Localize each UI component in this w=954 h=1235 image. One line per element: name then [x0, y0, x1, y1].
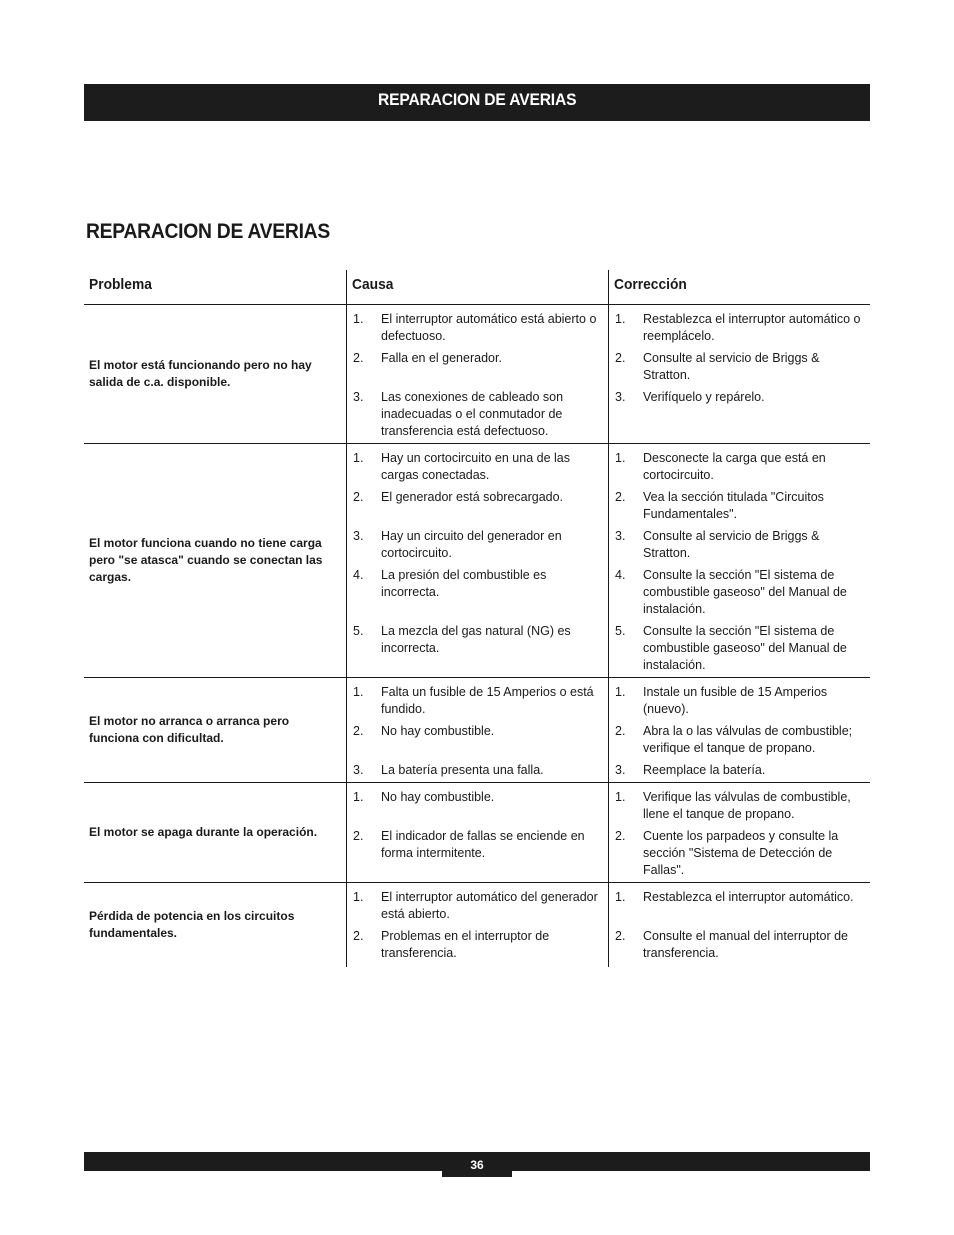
cause-item-text: No hay combustible. — [381, 724, 495, 738]
cause-item — [353, 389, 602, 440]
cause-item — [353, 762, 602, 779]
cause-item-text: Las conexiones de cableado son inadecuadas o el conmutador de transferencia está defectuoso. — [381, 390, 564, 438]
correction-item-number: 2. — [615, 929, 626, 943]
correction-item-number: 1. — [615, 685, 626, 699]
troubleshooting-table — [84, 270, 870, 967]
cause-cell — [346, 444, 608, 677]
problem-cell — [84, 783, 346, 882]
cause-item-number: 2. — [353, 351, 364, 365]
cause-item-text: Hay un cortocircuito en una de las cargas conectadas. — [381, 451, 570, 482]
correction-item-number: 1. — [615, 790, 626, 804]
correction-item-text: Abra la o las válvulas de combustible; verifique el tanque de propano. — [643, 724, 853, 755]
cause-item-number: 4. — [353, 568, 364, 582]
cause-item-number: 1. — [353, 790, 364, 804]
correction-item-number: 3. — [615, 763, 626, 777]
problem-cell — [84, 883, 346, 967]
correction-item — [615, 762, 864, 779]
cause-item-text: El interruptor automático está abierto o defectuoso. — [381, 312, 597, 343]
cause-item-text: Problemas en el interruptor de transferencia. — [381, 929, 550, 960]
correction-item — [615, 528, 864, 562]
column-header-problema: Problema — [89, 276, 152, 293]
correction-item-number: 1. — [615, 312, 626, 326]
problem-cell — [84, 305, 346, 443]
table-body — [84, 305, 870, 967]
correction-item — [615, 489, 864, 523]
table-row — [84, 305, 870, 444]
cause-item-text: Falla en el generador. — [381, 351, 502, 365]
table-header-row — [84, 270, 870, 305]
cause-item — [353, 567, 602, 618]
column-header-causa: Causa — [346, 270, 608, 304]
cause-item — [353, 528, 602, 562]
cause-item-number: 3. — [353, 763, 364, 777]
section-header-title: REPARACION DE AVERIAS — [378, 90, 577, 109]
correction-item-text: Desconecte la carga que está en cortocircuito. — [643, 451, 826, 482]
cause-item — [353, 489, 602, 523]
correction-cell — [608, 678, 870, 782]
correction-cell — [608, 305, 870, 443]
cause-item-number: 1. — [353, 312, 364, 326]
page-title: REPARACION DE AVERIAS — [86, 220, 330, 243]
cause-item-text: El indicador de fallas se enciende en forma intermitente. — [381, 829, 585, 860]
table-row — [84, 444, 870, 678]
cause-item-number: 5. — [353, 624, 364, 638]
cause-item-text: No hay combustible. — [381, 790, 495, 804]
column-header-correccion: Corrección — [608, 270, 870, 304]
cause-item-text: Hay un circuito del generador en cortocircuito. — [381, 529, 562, 560]
problem-cell — [84, 678, 346, 782]
cause-item-text: Falta un fusible de 15 Amperios o está fundido. — [381, 685, 594, 716]
cause-item-number: 2. — [353, 724, 364, 738]
cause-item-text: La mezcla del gas natural (NG) es incorrecta. — [381, 624, 571, 655]
correction-item-number: 1. — [615, 451, 626, 465]
table-row — [84, 783, 870, 883]
correction-item-number: 3. — [615, 390, 626, 404]
cause-item-number: 2. — [353, 929, 364, 943]
correction-item — [615, 789, 864, 823]
cause-item-number: 1. — [353, 451, 364, 465]
correction-item — [615, 623, 864, 674]
correction-item-number: 2. — [615, 351, 626, 365]
page-number: 36 — [442, 1152, 512, 1177]
correction-item-text: Consulte al servicio de Briggs & Stratton. — [643, 529, 820, 560]
cause-item-text: La batería presenta una falla. — [381, 763, 544, 777]
correction-item-text: Reemplace la batería. — [643, 763, 766, 777]
correction-item-text: Vea la sección titulada "Circuitos Fundamentales". — [643, 490, 824, 521]
cause-item — [353, 450, 602, 484]
cause-item-number: 2. — [353, 829, 364, 843]
problem-text: El motor se apaga durante la operación. — [89, 825, 318, 839]
correction-item — [615, 311, 864, 345]
correction-item — [615, 828, 864, 879]
correction-item-number: 3. — [615, 529, 626, 543]
correction-item-text: Consulte al servicio de Briggs & Stratton. — [643, 351, 820, 382]
cause-item — [353, 311, 602, 345]
correction-item — [615, 889, 864, 923]
problem-text: El motor funciona cuando no tiene carga pero "se atasca" cuando se conectan las cargas. — [89, 536, 323, 584]
correction-item-text: Restablezca el interruptor automático. — [643, 890, 854, 904]
cause-item — [353, 928, 602, 962]
problem-text: El motor no arranca o arranca pero funciona con dificultad. — [89, 714, 290, 745]
correction-item-number: 2. — [615, 724, 626, 738]
correction-item-text: Verifique las válvulas de combustible, llene el tanque de propano. — [643, 790, 851, 821]
correction-item-number: 5. — [615, 624, 626, 638]
correction-item-text: Verifíquelo y repárelo. — [643, 390, 765, 404]
cause-item-number: 1. — [353, 685, 364, 699]
problem-text: Pérdida de potencia en los circuitos fundamentales. — [89, 909, 295, 940]
cause-cell — [346, 678, 608, 782]
correction-item — [615, 350, 864, 384]
cause-item — [353, 350, 602, 384]
correction-item-text: Consulte el manual del interruptor de transferencia. — [643, 929, 848, 960]
cause-item — [353, 684, 602, 718]
cause-item-text: El generador está sobrecargado. — [381, 490, 564, 504]
cause-item-number: 3. — [353, 529, 364, 543]
correction-item — [615, 928, 864, 962]
correction-item-number: 4. — [615, 568, 626, 582]
cause-item-number: 2. — [353, 490, 364, 504]
section-header-bar — [84, 84, 870, 121]
correction-item — [615, 723, 864, 757]
correction-item-text: Consulte la sección "El sistema de combustible gaseoso" del Manual de instalación. — [643, 624, 847, 672]
correction-item-text: Restablezca el interruptor automático o reemplácelo. — [643, 312, 861, 343]
correction-cell — [608, 444, 870, 677]
cause-item-number: 1. — [353, 890, 364, 904]
correction-item-number: 1. — [615, 890, 626, 904]
cause-cell — [346, 783, 608, 882]
correction-item-number: 2. — [615, 829, 626, 843]
correction-item — [615, 450, 864, 484]
correction-item-text: Cuente los parpadeos y consulte la sección "Sistema de Detección de Fallas". — [643, 829, 839, 877]
cause-item-text: La presión del combustible es incorrecta. — [381, 568, 547, 599]
cause-item — [353, 828, 602, 879]
problem-text: El motor está funcionando pero no hay salida de c.a. disponible. — [89, 358, 312, 389]
cause-cell — [346, 883, 608, 967]
correction-item — [615, 567, 864, 618]
cause-item — [353, 889, 602, 923]
cause-item — [353, 623, 602, 674]
cause-item-number: 3. — [353, 390, 364, 404]
correction-item — [615, 684, 864, 718]
problem-cell — [84, 444, 346, 677]
correction-item-text: Consulte la sección "El sistema de combustible gaseoso" del Manual de instalación. — [643, 568, 847, 616]
correction-item-text: Instale un fusible de 15 Amperios (nuevo). — [643, 685, 828, 716]
cause-cell — [346, 305, 608, 443]
cause-item — [353, 789, 602, 823]
cause-item-text: El interruptor automático del generador está abierto. — [381, 890, 598, 921]
cause-item — [353, 723, 602, 757]
table-row — [84, 883, 870, 967]
correction-item-number: 2. — [615, 490, 626, 504]
table-row — [84, 678, 870, 783]
correction-cell — [608, 883, 870, 967]
correction-cell — [608, 783, 870, 882]
correction-item — [615, 389, 864, 440]
